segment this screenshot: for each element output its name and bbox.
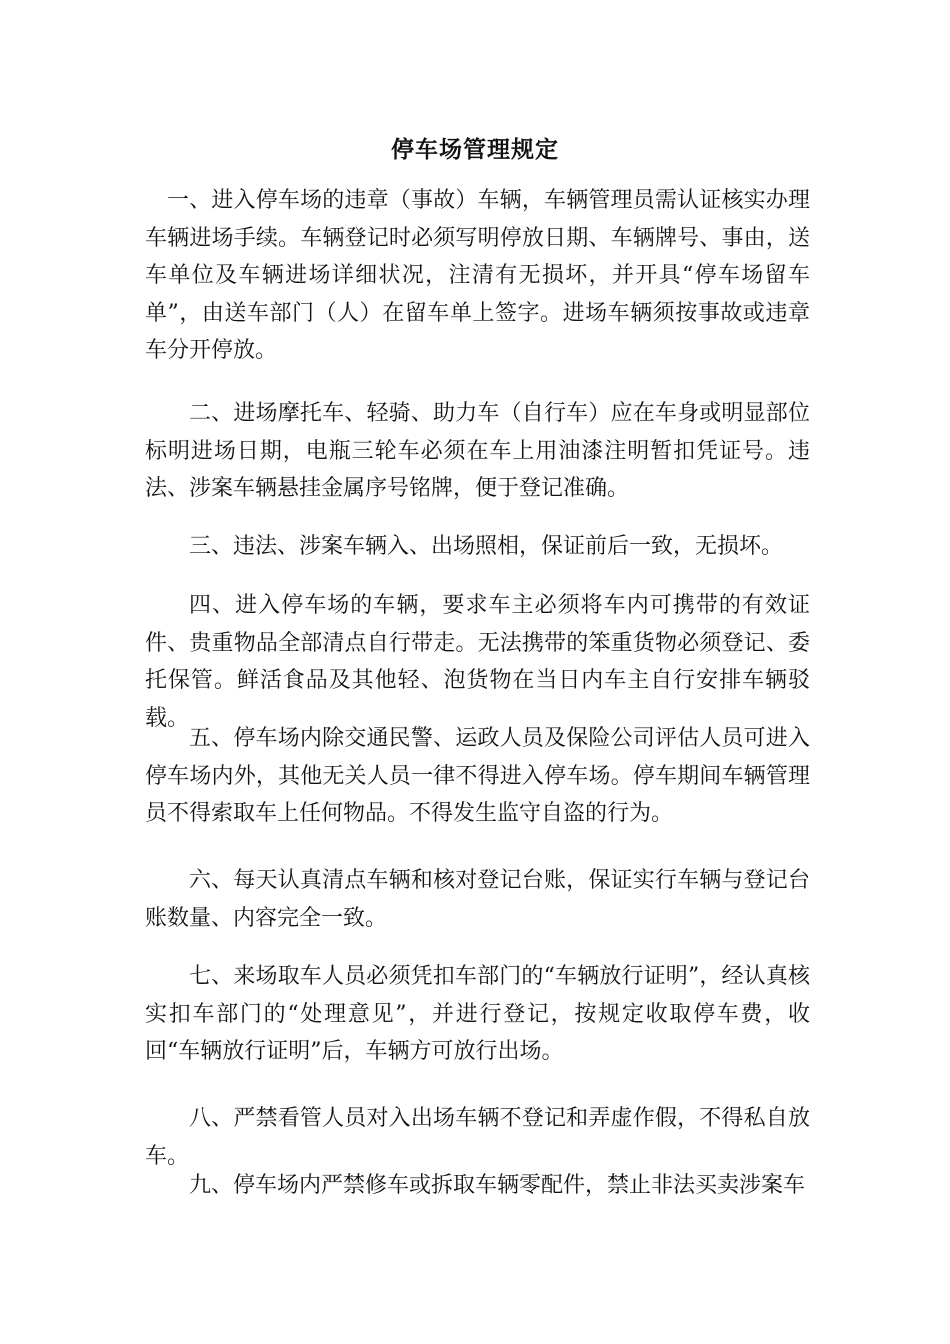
paragraph-5: 五、停车场内除交通民警、运政人员及保险公司评估人员可进入停车场内外，其他无关人员一律不得进入停车场。停车期间车辆管理员不得索取车上任何物品。不得发生监守自盗的行为。 — [145, 726, 810, 826]
paragraph-4: 四、进入停车场的车辆，要求车主必须将车内可携带的有效证件、贵重物品全部清点自行带走。无法携带的笨重货物必须登记、委托保管。鲜活食品及其他轻、泡货物在当日内车主自行安排车辆驳载。 — [145, 593, 810, 731]
paragraph-6: 六、每天认真清点车辆和核对登记台账，保证实行车辆与登记台账数量、内容完全一致。 — [145, 868, 810, 931]
paragraph-9: 九、停车场内严禁修车或拆取车辆零配件，禁止非法买卖涉案车 — [189, 1173, 806, 1198]
document-title: 停车场管理规定 — [391, 136, 559, 163]
paragraph-7: 七、来场取车人员必须凭扣车部门的“车辆放行证明”，经认真核实扣车部门的“处理意见”，并进行登记，按规定收取停车费，收回“车辆放行证明”后，车辆方可放行出场。 — [145, 964, 810, 1064]
paragraph-1: 一、进入停车场的违章（事故）车辆，车辆管理员需认证核实办理车辆进场手续。车辆登记时必须写明停放日期、车辆牌号、事由，送车单位及车辆进场详细状况，注清有无损坏，并开具“停车场留车单”，由送车部门（人）在留车单上签字。进场车辆须按事故或违章车分开停放。 — [145, 188, 810, 363]
paragraph-8: 八、严禁看管人员对入出场车辆不登记和弄虚作假，不得私自放车。 — [145, 1106, 810, 1169]
paragraph-3: 三、违法、涉案车辆入、出场照相，保证前后一致，无损坏。 — [189, 534, 784, 559]
paragraph-2: 二、进场摩托车、轻骑、助力车（自行车）应在车身或明显部位标明进场日期，电瓶三轮车必须在车上用油漆注明暂扣凭证号。违法、涉案车辆悬挂金属序号铭牌，便于登记准确。 — [145, 401, 810, 501]
